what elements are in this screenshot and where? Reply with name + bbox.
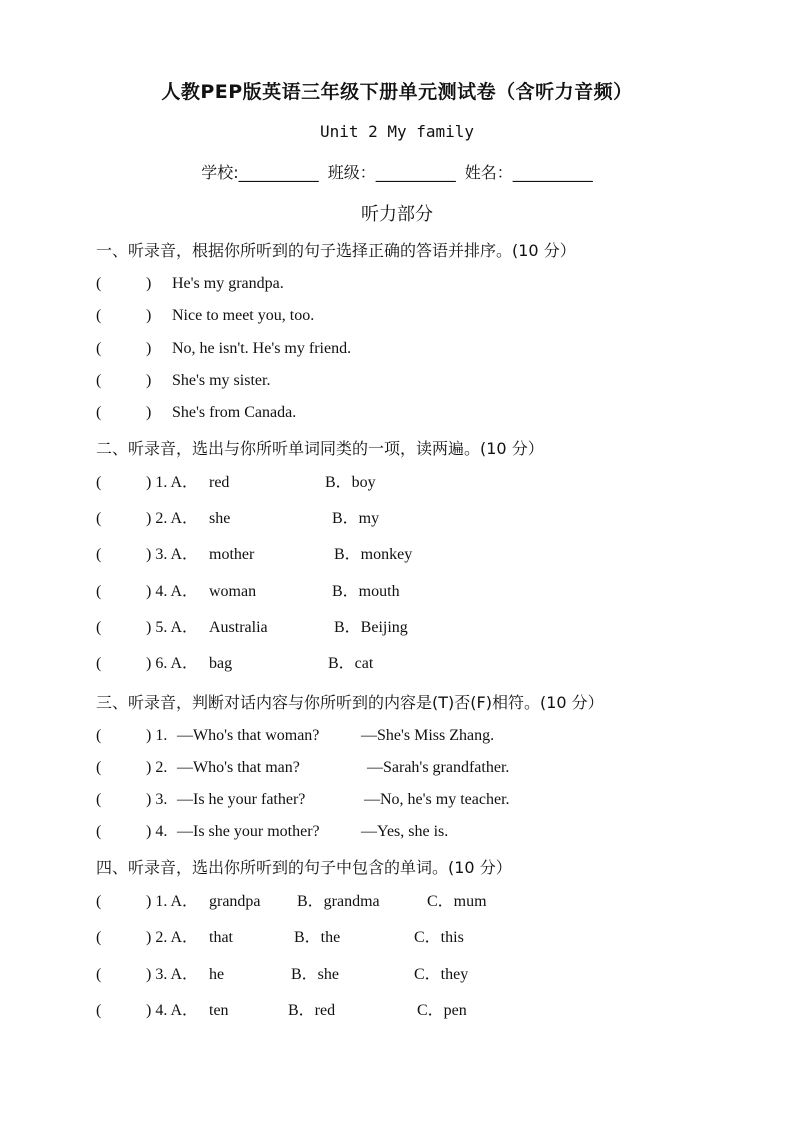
answer-paren-open: (	[96, 372, 102, 389]
answer-paren-open: (	[96, 727, 102, 744]
option-a: he	[209, 966, 225, 983]
answer-paren-close: )	[146, 372, 152, 389]
option-a: Australia	[209, 619, 268, 636]
answer-paren-open: (	[96, 893, 102, 910]
option-b: B．boy	[325, 474, 376, 491]
question-number: ) 4. A．	[146, 1002, 199, 1019]
question-number: ) 1. A．	[146, 893, 199, 910]
answer-paren-open: (	[96, 929, 102, 946]
answer-paren-open: (	[96, 510, 102, 527]
option-b: B．grandma	[297, 893, 380, 910]
question-number: ) 2. A．	[146, 510, 199, 527]
question-number: ) 4. A．	[146, 583, 199, 600]
answer-paren-open: (	[96, 340, 102, 357]
part1-sentence: He's my grandpa.	[172, 275, 284, 292]
question-number: ) 4.	[146, 823, 168, 840]
part1-sentence: She's from Canada.	[172, 404, 297, 421]
option-c: C．pen	[417, 1002, 467, 1019]
option-c: C．they	[414, 966, 469, 983]
answer-paren-open: (	[96, 307, 102, 324]
option-c: C．mum	[427, 893, 487, 910]
option-a: woman	[209, 583, 257, 600]
answer-paren-open: (	[96, 275, 102, 292]
part1-sentence: No, he isn't. He's my friend.	[172, 340, 352, 357]
dialog-question: —Is she your mother?	[177, 823, 320, 840]
answer-paren-open: (	[96, 791, 102, 808]
option-b: B．red	[288, 1002, 336, 1019]
option-b: B．she	[291, 966, 340, 983]
question-number: ) 1.	[146, 727, 168, 744]
dialog-answer: —No, he's my teacher.	[364, 791, 510, 808]
question-number: ) 3. A．	[146, 546, 199, 563]
dialog-question: —Who's that man?	[177, 759, 300, 776]
option-a: red	[209, 474, 230, 491]
question-number: ) 1. A．	[146, 474, 199, 491]
question-number: ) 3. A．	[146, 966, 199, 983]
answer-paren-open: (	[96, 759, 102, 776]
part1-sentence: She's my sister.	[172, 372, 271, 389]
part2-heading: 二、听录音，选出与你所听单词同类的一项，读两遍。(10 分）	[96, 439, 544, 458]
question-number: ) 5. A．	[146, 619, 199, 636]
option-b: B．cat	[328, 655, 374, 672]
question-number: ) 2. A．	[146, 929, 199, 946]
dialog-answer: —Yes, she is.	[361, 823, 449, 840]
part4-heading: 四、听录音，选出你所听到的句子中包含的单词。(10 分）	[96, 858, 512, 877]
answer-paren-open: (	[96, 474, 102, 491]
answer-paren-close: )	[146, 404, 152, 421]
option-a: that	[209, 929, 233, 946]
answer-paren-close: )	[146, 307, 152, 324]
option-a: grandpa	[209, 893, 261, 910]
part1-heading: 一、听录音，根据你所听到的句子选择正确的答语并排序。(10 分）	[96, 241, 576, 260]
answer-paren-open: (	[96, 966, 102, 983]
option-b: B．the	[294, 929, 341, 946]
dialog-question: —Is he your father?	[177, 791, 306, 808]
part1-sentence: Nice to meet you, too.	[172, 307, 315, 324]
answer-paren-open: (	[96, 404, 102, 421]
answer-paren-close: )	[146, 275, 152, 292]
option-a: ten	[209, 1002, 229, 1019]
option-b: B．Beijing	[334, 619, 408, 636]
option-c: C．this	[414, 929, 464, 946]
part3-heading: 三、听录音，判断对话内容与你所听到的内容是(T)否(F)相符。(10 分）	[96, 693, 604, 712]
unit-subtitle: Unit 2 My family	[319, 122, 475, 141]
dialog-answer: —Sarah's grandfather.	[367, 759, 510, 776]
exam-title: 人教PEP版英语三年级下册单元测试卷（含听力音频）	[161, 81, 633, 103]
class-field: 班级：__________	[327, 163, 456, 182]
student-info-line	[0, 160, 794, 183]
school-field: 学校:__________	[201, 163, 319, 182]
answer-paren-open: (	[96, 619, 102, 636]
listening-section-title: 听力部分	[361, 204, 433, 225]
dialog-answer: —She's Miss Zhang.	[361, 727, 495, 744]
question-number: ) 2.	[146, 759, 168, 776]
dialog-question: —Who's that woman?	[177, 727, 320, 744]
answer-paren-open: (	[96, 583, 102, 600]
question-number: ) 6. A．	[146, 655, 199, 672]
answer-paren-open: (	[96, 655, 102, 672]
answer-paren-close: )	[146, 340, 152, 357]
option-a: bag	[209, 655, 233, 672]
answer-paren-open: (	[96, 823, 102, 840]
option-a: mother	[209, 546, 255, 563]
name-field: 姓名：__________	[464, 163, 593, 182]
option-b: B．my	[332, 510, 380, 527]
option-a: she	[209, 510, 231, 527]
option-b: B．mouth	[332, 583, 400, 600]
question-number: ) 3.	[146, 791, 168, 808]
option-b: B．monkey	[334, 546, 413, 563]
answer-paren-open: (	[96, 1002, 102, 1019]
answer-paren-open: (	[96, 546, 102, 563]
